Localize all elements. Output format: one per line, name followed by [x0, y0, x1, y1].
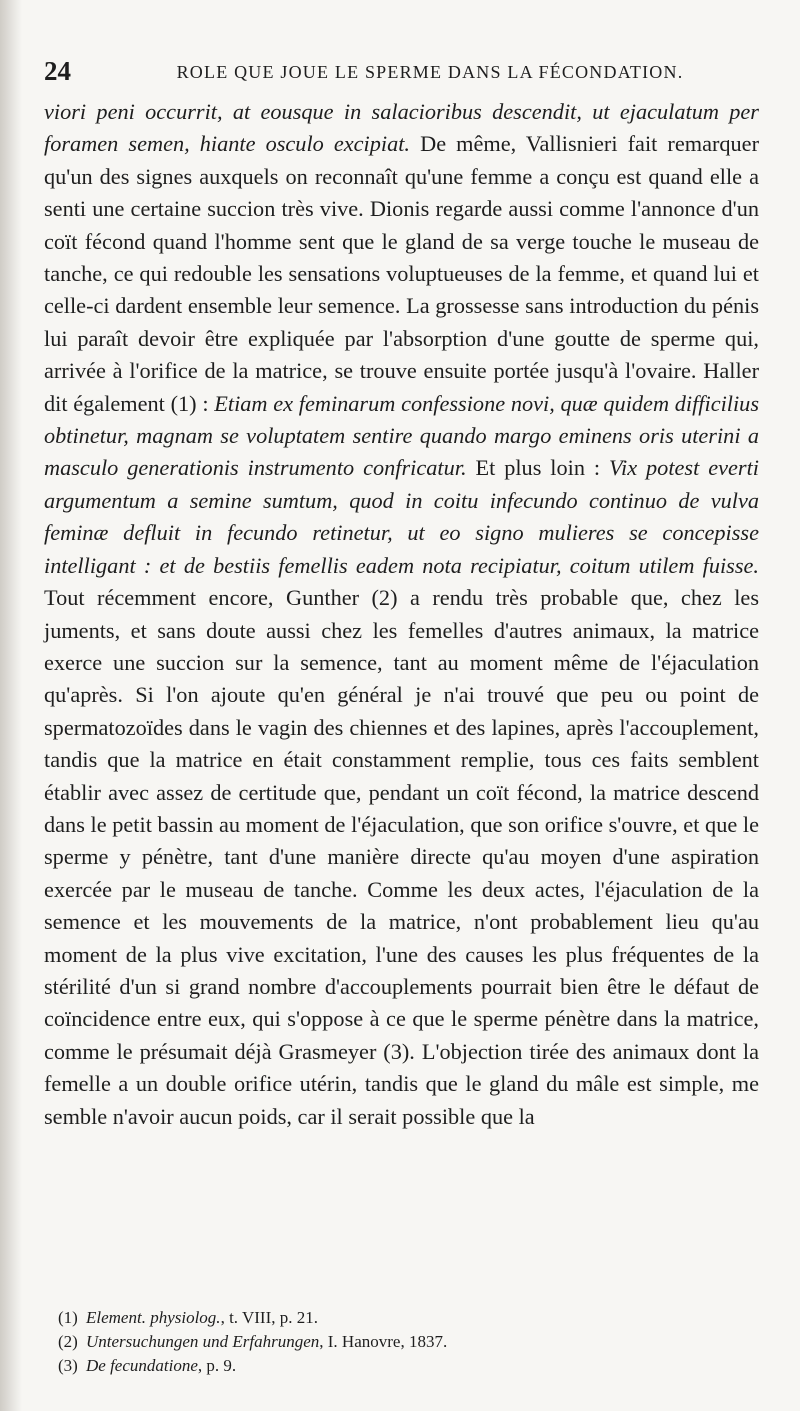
running-title: ROLE QUE JOUE LE SPERME DANS LA FÉCONDATION. [176, 62, 684, 82]
footnote-number: (2) [58, 1332, 78, 1351]
footnote [58, 1330, 748, 1354]
footnote-rest: , I. Hanovre, 1837. [319, 1332, 448, 1351]
body-text [44, 96, 759, 1133]
footnote-number: (3) [58, 1356, 78, 1375]
text-run: De même, Vallisnieri fait remarquer qu'un des signes auxquels on reconnaît qu'une femme a conçu est quand elle a senti une certaine succion très vive. Dionis regarde aussi comme l'annonce d'un coït fécond quand l'homme sent que le gland de sa verge touche le museau de tanche, ce qui redouble les sensations voluptueuses de la femme, et quand lui et celle-ci dardent ensemble leur semence. La grossesse sans introduction du pénis lui paraît devoir être expliquée par l'absorption d'une goutte de sperme qui, arrivée à l'orifice de la matrice, se trouve ensuite portée jusqu'à l'ovaire. Haller dit également (1) : [44, 131, 760, 416]
footnote-title: Untersuchungen und Erfahrungen [86, 1332, 320, 1351]
text-run: Et plus loin : [466, 455, 610, 481]
footnotes [58, 1306, 748, 1378]
latin-quote: viori peni occurrit, at eousque in salacioribus descendit, ut ejaculatum per foramen semen, hiante osculo excipiat. [44, 99, 759, 157]
footnote-number: (1) [58, 1308, 78, 1327]
footnote-title: Element. physiolog. [86, 1308, 221, 1327]
latin-quote: Etiam ex feminarum confessione novi, quæ quidem difficilius obtinetur, magnam se voluptatem sentire quando margo eminens oris uterini a masculo generationis instrumento confricatur. [44, 390, 759, 481]
footnote-rest: , p. 9. [197, 1356, 237, 1375]
footnote [58, 1354, 748, 1378]
paragraph [44, 96, 759, 1133]
text-run: Tout récemment encore, Gunther (2) a rendu très probable que, chez les juments, et sans doute aussi chez les femelles d'autres animaux, la matrice exerce une succion sur la semence, tant au moment même de l'éjaculation qu'après. Si l'on ajoute qu'en général je n'ai trouvé que peu ou point de spermatozoïdes dans le vagin des chiennes et des lapines, après l'accouplement, tandis que la matrice en était constamment remplie, tous ces faits semblent établir avec assez de certitude que, pendant un coït fécond, la matrice descend dans le petit bassin au moment de l'éjaculation, que son orifice s'ouvre, et que le sperme y pénètre, tant d'une manière directe qu'au moyen d'une aspiration exercée par le museau de tanche. Comme les deux actes, l'éjaculation de la semence et les mouvements de la matrice, n'ont probablement lieu qu'au moment de la plus vive excitation, l'une des causes les plus fréquentes de la stérilité d'un si grand nombre d'accouplements pourrait bien être le défaut de coïncidence entre eux, qui s'oppose à ce que le sperme pénètre dans la matrice, comme le présumait déjà Grasmeyer (3). L'objection tirée des animaux dont la femelle a un double orifice utérin, tandis que le gland du mâle est simple, me semble n'avoir aucun poids, car il serait possible que la [44, 585, 759, 1129]
footnote-title: De fecundatione [86, 1356, 198, 1375]
page-header [44, 56, 754, 88]
latin-quote: Vix potest everti argumentum a semine sumtum, quod in coitu infecundo continuo de vulva feminæ defluit in fecundo retinetur, ut eo signo mulieres se concepisse intelligant : et de bestiis femellis eadem nota recipiatur, coitum utilem fuisse. [44, 455, 759, 578]
footnote-rest: , t. VIII, p. 21. [220, 1308, 318, 1327]
page-number: 24 [44, 56, 71, 86]
footnote [58, 1306, 748, 1330]
